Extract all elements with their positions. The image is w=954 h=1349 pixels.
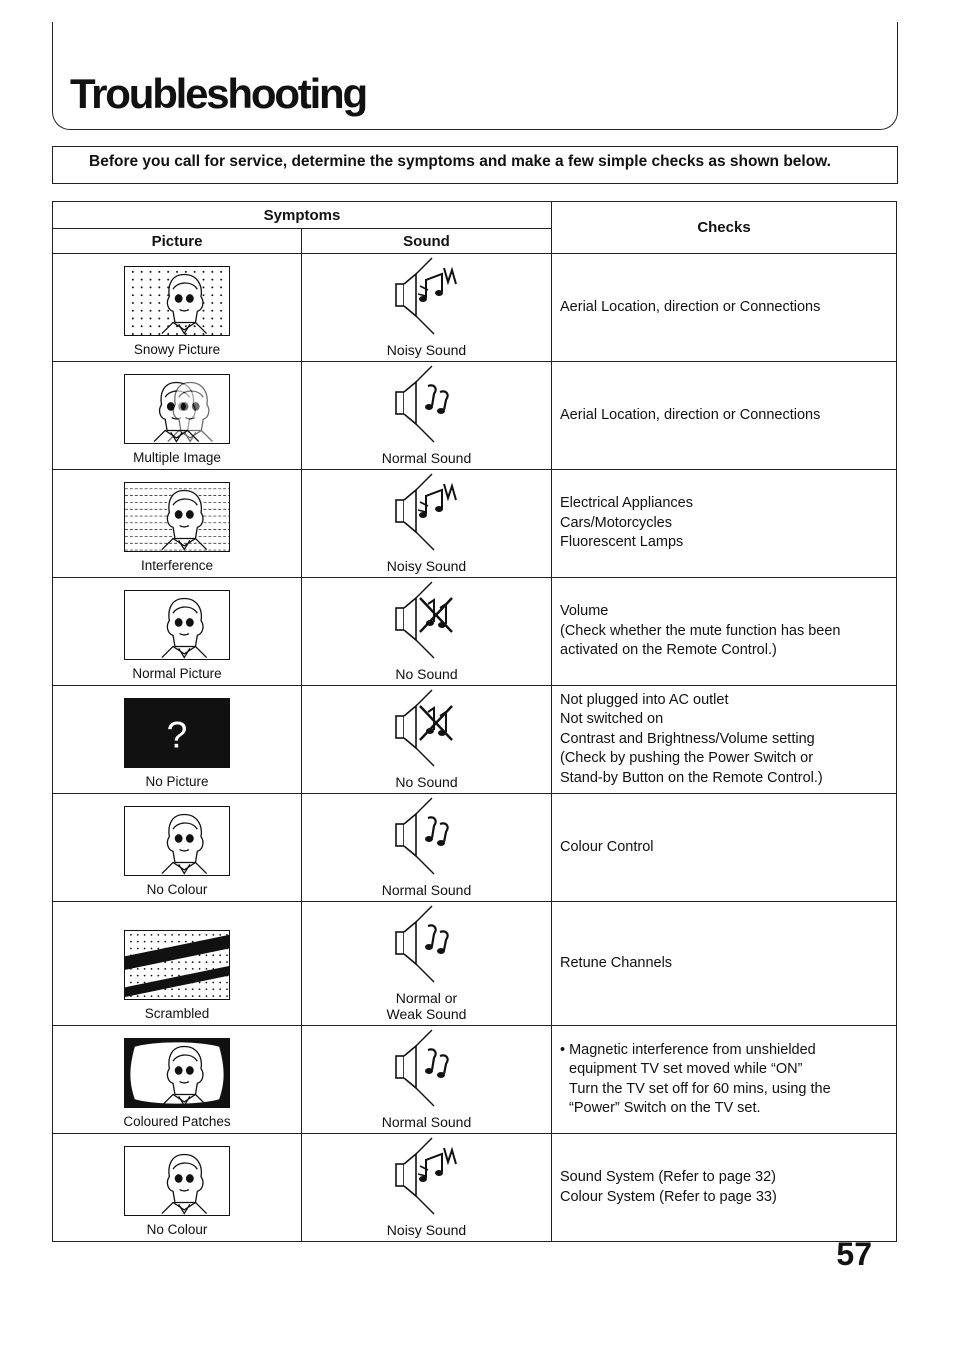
symptoms-header: Symptoms	[53, 202, 552, 229]
picture-symptom-label: No Picture	[145, 774, 209, 789]
check-line: Contrast and Brightness/Volume setting	[560, 730, 815, 747]
snowy-screen-icon	[124, 266, 230, 336]
checks-cell	[552, 794, 897, 902]
sound-symptom-label: Normal Sound	[381, 450, 472, 466]
checks-cell	[552, 362, 897, 470]
noisy-sound-icon	[382, 472, 472, 558]
table-row	[53, 1026, 897, 1134]
table-row	[53, 794, 897, 902]
interference-screen-icon	[124, 482, 230, 552]
checks-cell	[552, 470, 897, 578]
sound-symptom-label: Normal or Weak Sound	[386, 990, 467, 1022]
check-line: Turn the TV set off for 60 mins, using the	[569, 1080, 831, 1097]
check-line: equipment TV set moved while “ON”	[569, 1061, 803, 1077]
noisy-sound-icon	[382, 1136, 472, 1222]
no-colour-screen-icon	[124, 1146, 230, 1216]
sound-symptom-cell	[302, 686, 552, 794]
check-line: Sound System (Refer to page 32)	[560, 1169, 777, 1185]
table-row	[53, 362, 897, 470]
normal-sound-icon	[382, 364, 472, 450]
picture-symptom-label: No Colour	[146, 1222, 208, 1237]
picture-symptom-label: Interference	[140, 558, 214, 573]
sound-symptom-label: Noisy Sound	[386, 342, 467, 358]
picture-symptom-label: Multiple Image	[133, 450, 221, 465]
picture-symptom-label: Snowy Picture	[133, 342, 221, 357]
no-sound-icon	[382, 580, 472, 666]
sound-symptom-label: No Sound	[395, 666, 458, 682]
checks-cell	[552, 254, 897, 362]
check-line: Aerial Location, direction or Connections	[560, 298, 821, 315]
sound-symptom-label: Noisy Sound	[386, 558, 467, 574]
no-sound-icon	[382, 688, 472, 774]
check-line: (Check whether the mute function has been	[560, 622, 841, 639]
normal-sound-icon	[382, 904, 472, 990]
picture-symptom-cell	[53, 686, 302, 794]
page-number: 57	[836, 1236, 872, 1272]
check-line: Colour Control	[560, 838, 654, 855]
table-row	[53, 578, 897, 686]
table-row	[53, 686, 897, 794]
no-colour-screen-icon	[124, 806, 230, 876]
page-title: Troubleshooting	[70, 70, 366, 117]
picture-symptom-label: Normal Picture	[132, 666, 222, 681]
table-row	[53, 470, 897, 578]
sound-symptom-cell	[302, 470, 552, 578]
intro-banner: Before you call for service, determine the symptoms and make a few simple checks as shown below.	[52, 146, 898, 184]
checks-cell	[552, 902, 897, 1026]
checks-cell	[552, 686, 897, 794]
check-line: (Check by pushing the Power Switch or	[560, 750, 814, 767]
picture-header: Picture	[53, 229, 302, 254]
checks-cell	[552, 1026, 897, 1134]
sound-symptom-cell	[302, 902, 552, 1026]
sound-symptom-label: No Sound	[395, 774, 458, 790]
check-line: Colour System (Refer to page 33)	[560, 1188, 777, 1205]
svg-text:?: ?	[166, 713, 188, 756]
troubleshooting-table	[52, 201, 897, 1242]
sound-symptom-cell	[302, 1134, 552, 1242]
noisy-sound-icon	[382, 256, 472, 342]
checks-header: Checks	[552, 202, 897, 254]
sound-symptom-cell	[302, 794, 552, 902]
picture-symptom-label: Scrambled	[144, 1006, 210, 1021]
normal-sound-icon	[382, 796, 472, 882]
picture-symptom-cell	[53, 794, 302, 902]
check-line: activated on the Remote Control.)	[560, 642, 777, 659]
coloured-patches-screen-icon	[124, 1038, 230, 1108]
picture-symptom-cell	[53, 362, 302, 470]
check-line: Electrical Appliances	[560, 495, 693, 512]
picture-symptom-cell	[53, 1134, 302, 1242]
sound-symptom-cell	[302, 254, 552, 362]
picture-symptom-cell	[53, 1026, 302, 1134]
sound-symptom-label: Noisy Sound	[386, 1222, 467, 1238]
picture-symptom-cell	[53, 254, 302, 362]
checks-cell	[552, 578, 897, 686]
check-line: Retune Channels	[560, 954, 673, 971]
check-line: Not switched on	[560, 711, 664, 728]
picture-symptom-label: No Colour	[146, 882, 208, 897]
sound-symptom-cell	[302, 578, 552, 686]
picture-symptom-cell	[53, 578, 302, 686]
picture-symptom-label: Coloured Patches	[123, 1114, 231, 1129]
check-line: Not plugged into AC outlet	[560, 691, 729, 708]
normal-sound-icon	[382, 1028, 472, 1114]
picture-symptom-cell	[53, 902, 302, 1026]
multiple-image-screen-icon	[124, 374, 230, 444]
table-row	[53, 1134, 897, 1242]
check-line: Cars/Motorcycles	[560, 514, 672, 531]
checks-cell	[552, 1134, 897, 1242]
no-picture-screen-icon	[124, 698, 230, 768]
scrambled-screen-icon	[124, 930, 230, 1000]
normal-screen-icon	[124, 590, 230, 660]
check-line: “Power” Switch on the TV set.	[569, 1100, 761, 1116]
check-line: Stand-by Button on the Remote Control.)	[560, 769, 823, 786]
sound-header: Sound	[302, 229, 552, 254]
sound-symptom-label: Normal Sound	[381, 882, 472, 898]
check-line: • Magnetic interference from unshielded	[560, 1041, 816, 1058]
table-row	[53, 254, 897, 362]
picture-symptom-cell	[53, 470, 302, 578]
sound-symptom-cell	[302, 362, 552, 470]
sound-symptom-label: Normal Sound	[381, 1114, 472, 1130]
check-line: Aerial Location, direction or Connections	[560, 406, 821, 423]
table-row	[53, 902, 897, 1026]
check-line: Volume	[560, 603, 609, 620]
check-line: Fluorescent Lamps	[560, 534, 684, 551]
sound-symptom-cell	[302, 1026, 552, 1134]
